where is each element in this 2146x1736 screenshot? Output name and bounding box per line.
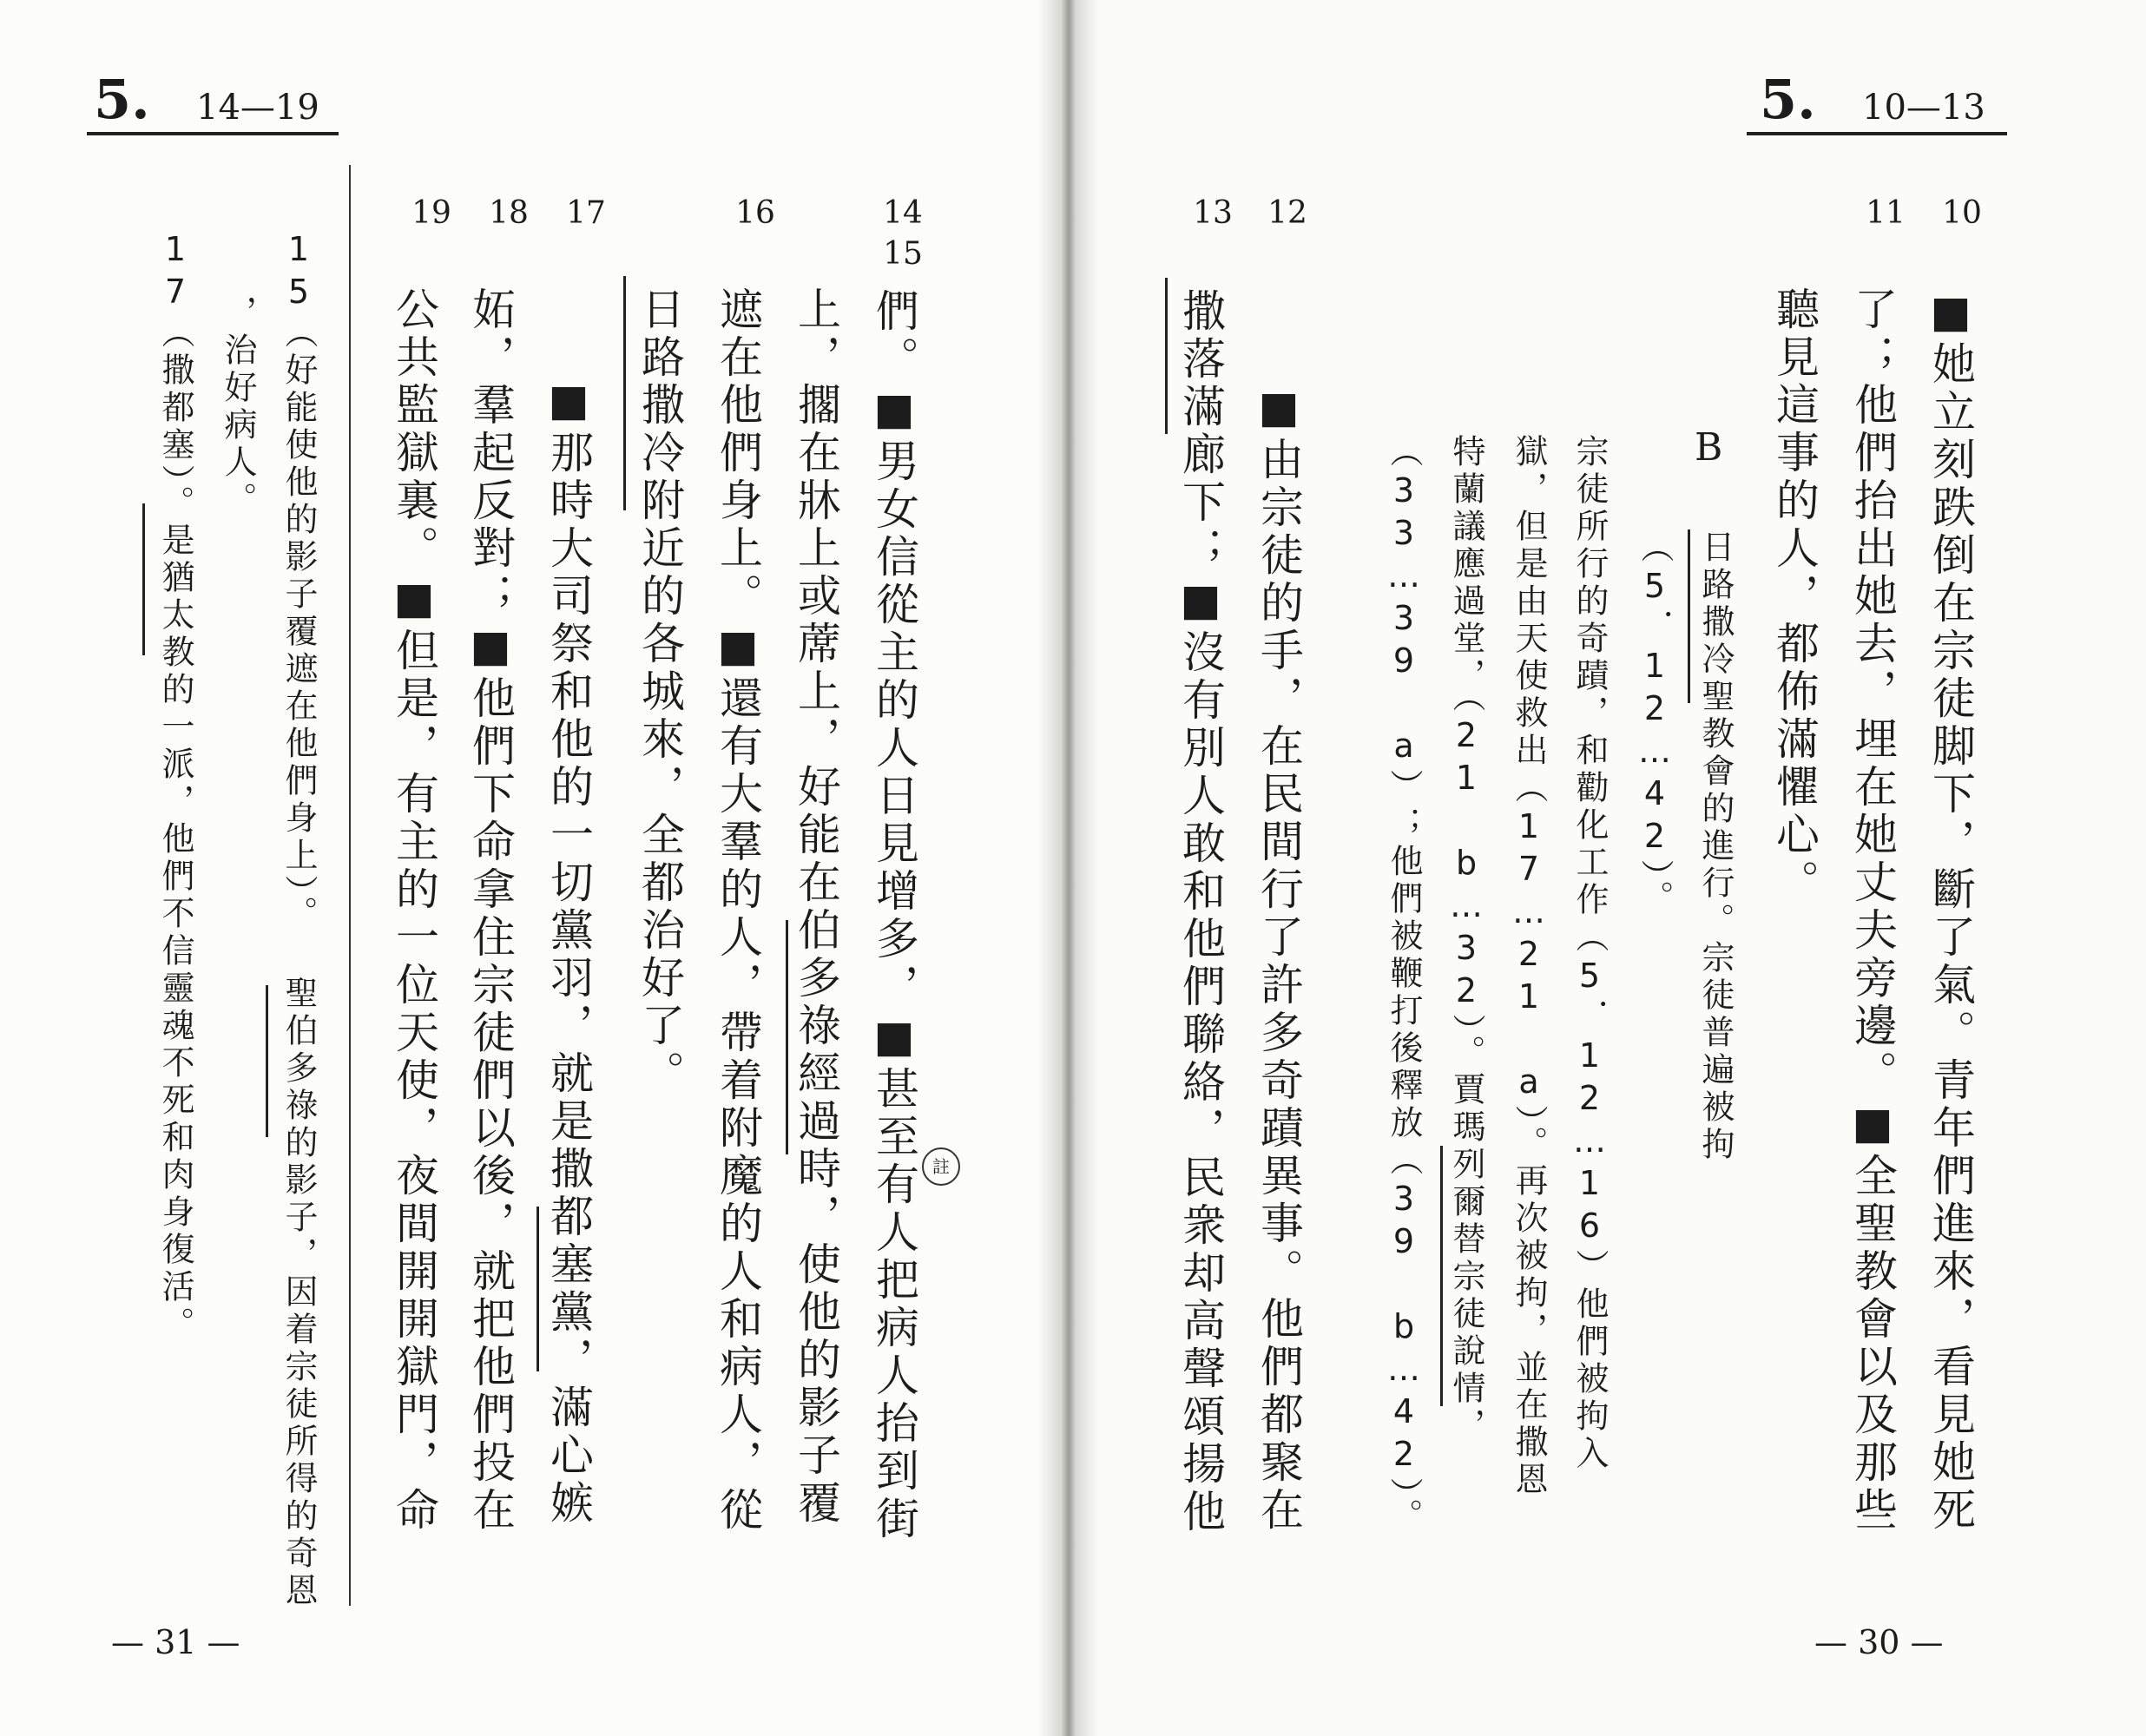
left-text-column: 日路撒冷附近的各城來，全都治好了。 xyxy=(635,286,685,1098)
right-chapter-number: 5. xyxy=(1760,68,1816,131)
emphasis-line xyxy=(623,276,626,510)
right-page-number: — 30 — xyxy=(1814,1623,1944,1661)
left-footnote-divider xyxy=(349,165,351,1606)
note-stamp-icon: 註 xyxy=(922,1147,960,1186)
emphasis-line xyxy=(536,1207,539,1371)
right-text-column: ■由宗徒的手，在民間行了許多奇蹟異事。他們都聚在 xyxy=(1254,382,1304,1535)
emphasis-line xyxy=(1440,1146,1443,1406)
left-text-column: 上，擱在牀上或蓆上，好能在伯多祿經過時，使他的影子覆 xyxy=(791,286,841,1528)
section-heading: 日路撒冷聖教會的進行。宗徒普遍被拘 xyxy=(1696,529,1735,1164)
left-chapter-number: 5. xyxy=(94,68,150,131)
left-header-rule xyxy=(87,132,339,135)
left-text-column: 公共監獄裏。■但是，有主的一位天使，夜間開開獄門，命 xyxy=(389,286,439,1535)
left-footnote: 17（撒都塞）。是猶太教的一派，他們不信靈魂不死和肉身復活。 xyxy=(156,230,194,1344)
right-page xyxy=(1061,0,2146,1736)
right-text-column: 撒落滿廊下；■沒有別人敢和他們聯絡，民衆却高聲頌揚他 xyxy=(1175,288,1226,1536)
section-summary: 獄，但是由天使救出（17…21 a）。再次被拘，並在撒恩 xyxy=(1510,434,1548,1499)
verse-number-17: 17 xyxy=(566,195,606,231)
verse-number-11: 11 xyxy=(1866,195,1906,231)
left-page xyxy=(0,0,1061,1736)
emphasis-line xyxy=(266,985,268,1137)
verse-number-10: 10 xyxy=(1942,195,1982,231)
section-reference: （5．12…42）。 xyxy=(1636,529,1674,917)
section-summary: 宗徒所行的奇蹟，和勸化工作（5．12…16）他們被拘入 xyxy=(1570,434,1609,1473)
left-text-column: 們。■男女信從主的人日見增多，■甚至有人把病人抬到街 xyxy=(869,288,919,1543)
verse-number-18: 18 xyxy=(489,195,529,231)
left-text-column: 遮在他們身上。■還有大羣的人，帶着附魔的人和病人，從 xyxy=(713,286,763,1535)
verse-number-12: 12 xyxy=(1267,195,1307,231)
left-footnote: ，治好病人。 xyxy=(219,295,257,519)
verse-number-19: 19 xyxy=(411,195,451,231)
left-footnote: 15（好能使他的影子覆遮在他們身上）。 聖伯多祿的影子，因着宗徒所得的奇恩 xyxy=(280,230,318,1610)
emphasis-line xyxy=(142,503,145,655)
verse-number-14: 14 xyxy=(883,195,923,231)
verse-number-15: 15 xyxy=(883,236,923,272)
right-text-column: 聽見這事的人，都佈滿懼心。 xyxy=(1769,286,1820,907)
left-text-column: ■那時大司祭和他的一切黨羽，就是撒都塞黨，滿心嫉 xyxy=(543,375,594,1528)
emphasis-line xyxy=(1165,278,1168,434)
left-text-column: 妬，羣起反對；■他們下命拿住宗徒們以後，就把他們投在 xyxy=(465,286,516,1535)
emphasis-line xyxy=(1688,529,1690,703)
right-text-column: 了；他們抬出她去，埋在她丈夫旁邊。■全聖教會以及那些 xyxy=(1847,286,1898,1535)
left-page-number: — 31 — xyxy=(111,1623,240,1661)
right-verse-range: 10—13 xyxy=(1862,88,1985,128)
left-verse-range: 14—19 xyxy=(196,88,319,128)
verse-number-13: 13 xyxy=(1193,195,1233,231)
section-summary: （33…39 a）；他們被鞭打後釋放（39 b…42）。 xyxy=(1385,434,1423,1535)
section-summary: 特蘭議應過堂，（21 b…32）。賈瑪列爾替宗徒說情， xyxy=(1447,434,1485,1445)
section-marker: B xyxy=(1695,425,1723,470)
emphasis-line xyxy=(786,920,788,1154)
right-header-rule xyxy=(1747,132,2007,135)
verse-number-16: 16 xyxy=(735,195,775,231)
right-text-column: ■她立刻跌倒在宗徒脚下，斷了氣。青年們進來，看見她死 xyxy=(1925,286,1976,1535)
